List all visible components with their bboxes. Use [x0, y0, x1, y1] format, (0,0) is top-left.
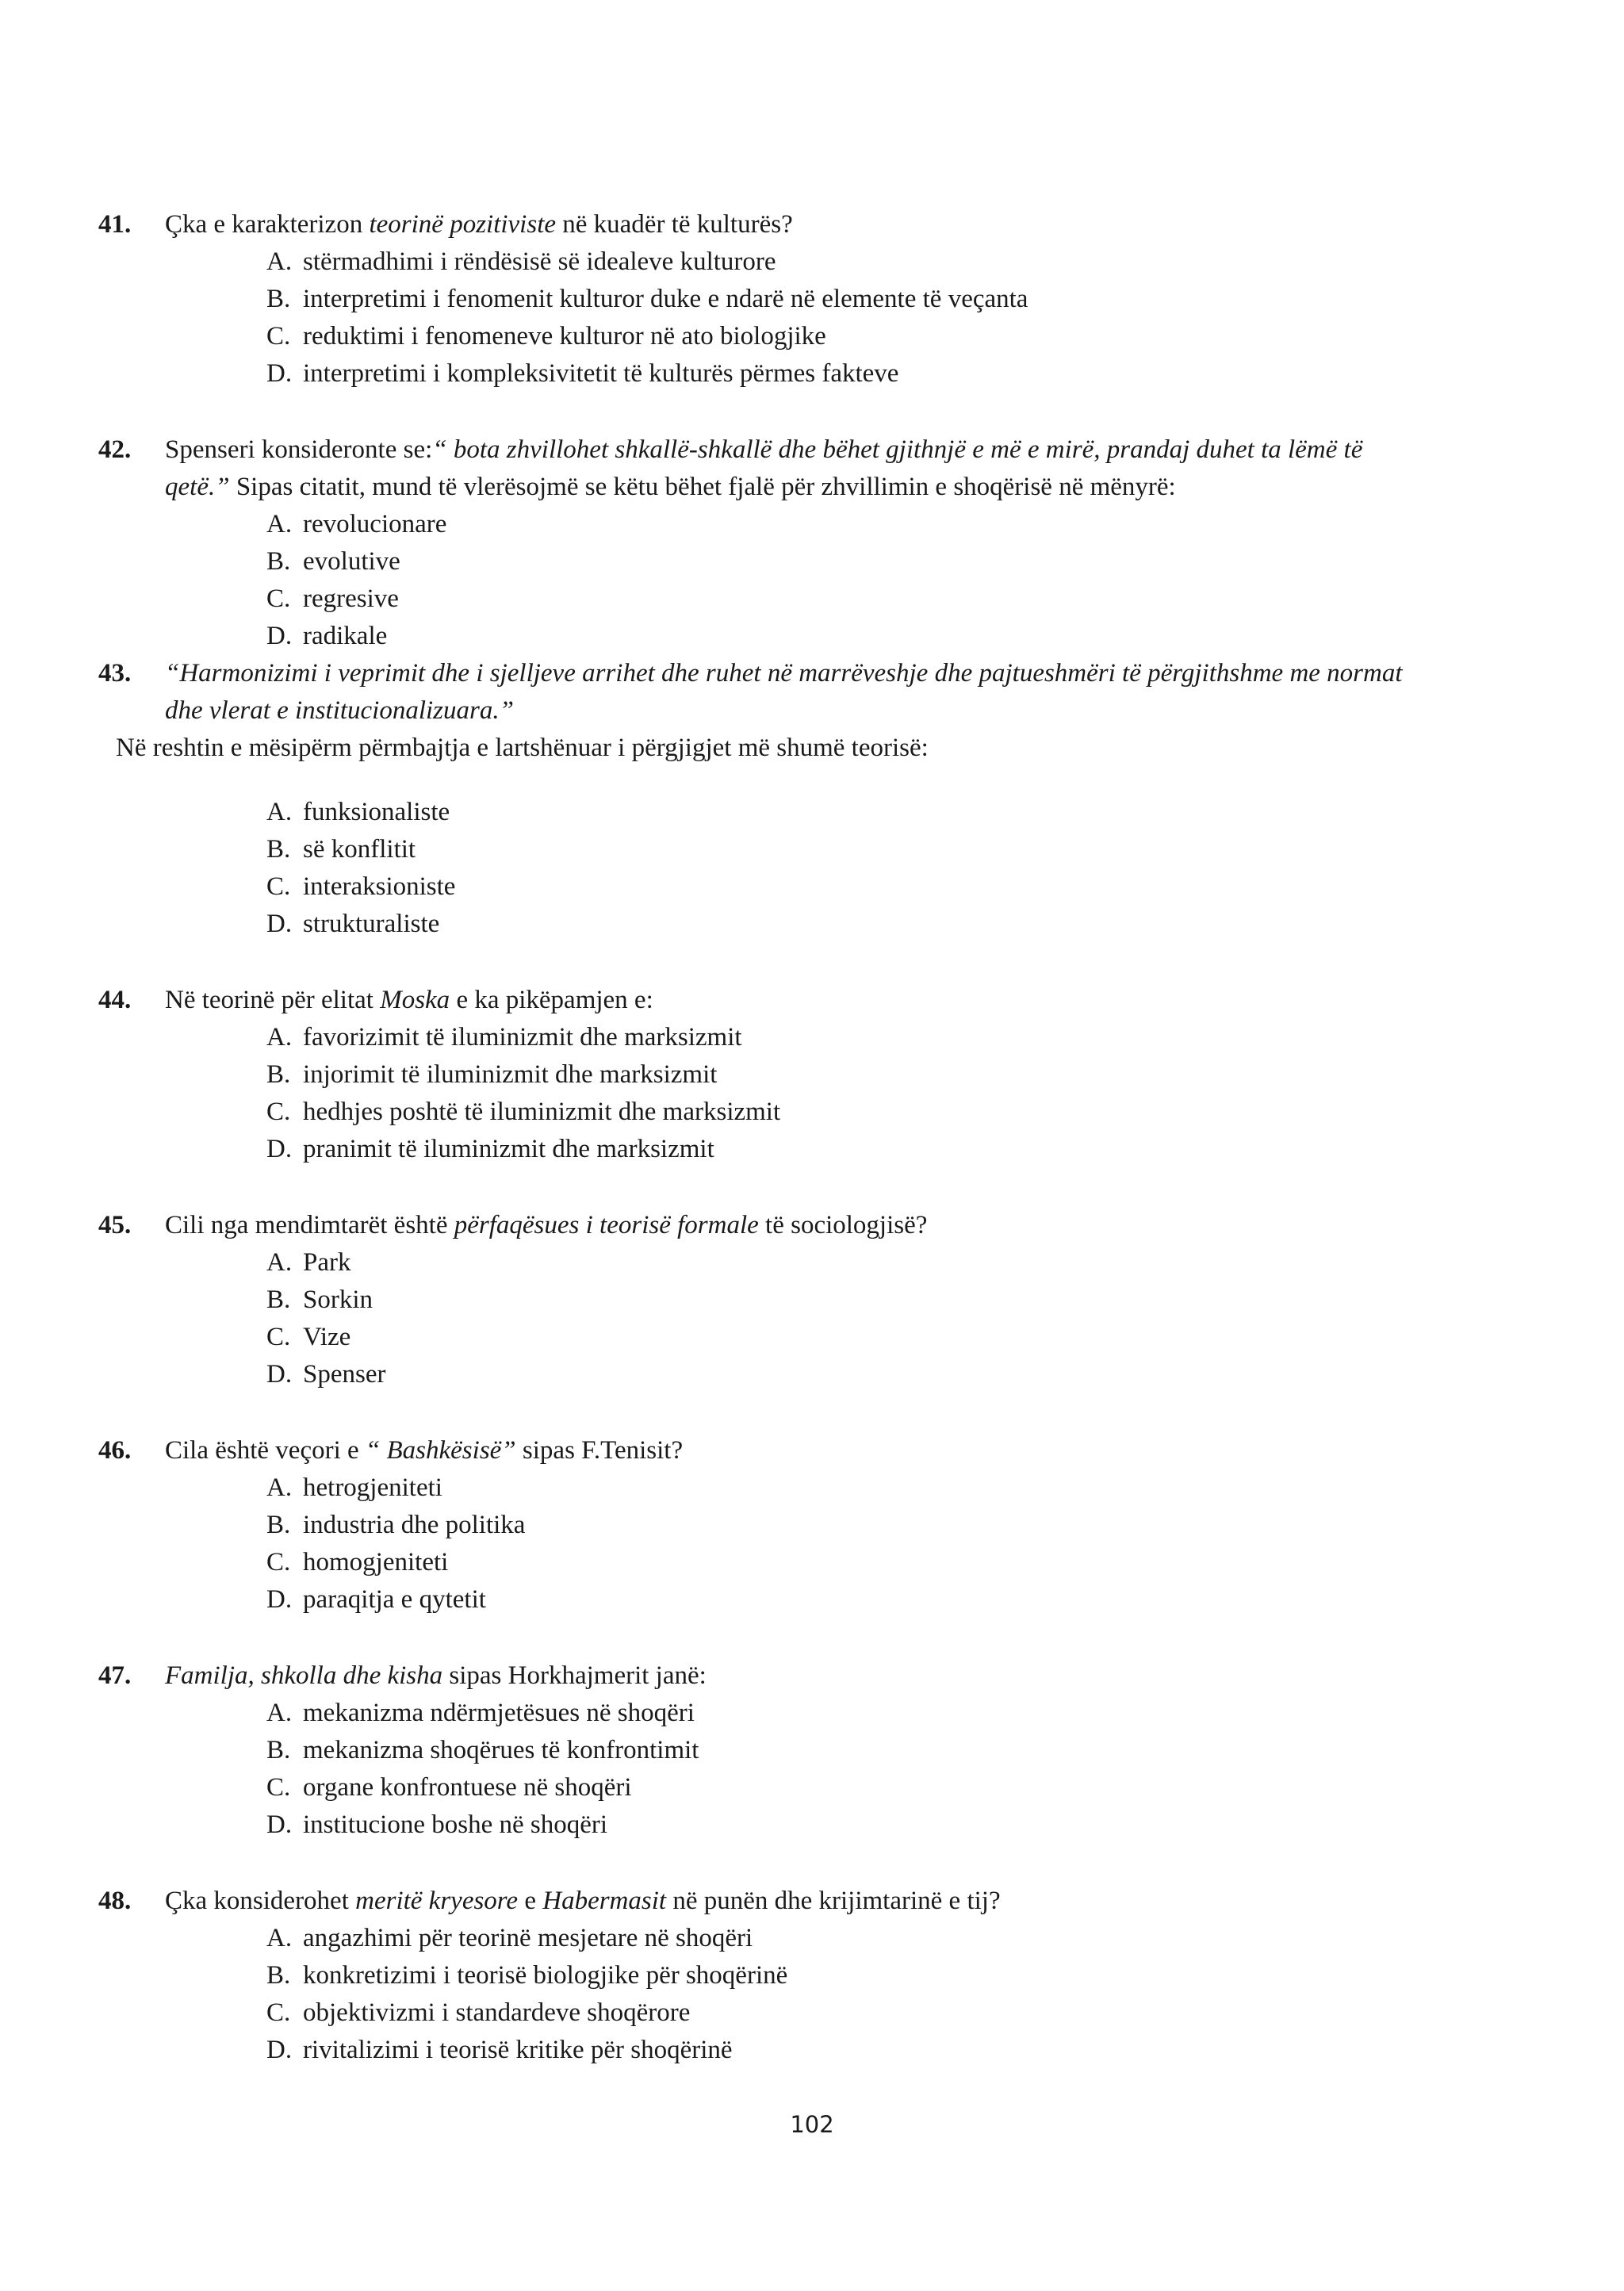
- option-a: A. angazhimi për teorinë mesjetare në shoqëri: [266, 1924, 753, 1952]
- option-d: D. institucione boshe në shoqëri: [266, 1810, 608, 1839]
- option-a: A. Park: [266, 1248, 351, 1277]
- question-number: 48.: [98, 1887, 132, 1915]
- question-stem: Çka e karakterizon teorinë pozitiviste në kuadër të kulturës?: [165, 210, 793, 239]
- option-d: D. strukturaliste: [266, 910, 440, 938]
- option-d: D. Spenser: [266, 1360, 386, 1389]
- question-number: 46.: [98, 1436, 132, 1465]
- option-c: C. interaksioniste: [266, 872, 456, 901]
- option-b: B. industria dhe politika: [266, 1511, 526, 1539]
- option-c: C. Vize: [266, 1323, 351, 1351]
- question-number: 44.: [98, 986, 132, 1014]
- option-a: A. revolucionare: [266, 510, 447, 538]
- question-stem-line-1: Spenseri konsideronte se:“ bota zhvillohet shkallë-shkallë dhe bëhet gjithnjë e më e mirë, prandaj duhet ta lëmë të: [165, 435, 1363, 464]
- option-a: A. funksionaliste: [266, 798, 450, 826]
- question-stem: Çka konsiderohet meritë kryesore e Habermasit në punën dhe krijimtarinë e tij?: [165, 1887, 1001, 1915]
- quote-line-2: dhe vlerat e institucionalizuara.”: [165, 696, 514, 725]
- option-d: D. radikale: [266, 622, 388, 650]
- option-b: B. interpretimi i fenomenit kulturor duke e ndarë në elemente të veçanta: [266, 285, 1028, 313]
- option-b: B. Sorkin: [266, 1285, 373, 1314]
- option-a: A. hetrogjeniteti: [266, 1473, 442, 1502]
- question-stem: Familja, shkolla dhe kisha sipas Horkhajmerit janë:: [165, 1661, 707, 1690]
- option-c: C. hedhjes poshtë të iluminizmit dhe marksizmit: [266, 1098, 781, 1126]
- option-b: B. injorimit të iluminizmit dhe marksizmit: [266, 1060, 718, 1089]
- option-b: B. së konflitit: [266, 835, 416, 864]
- option-d: D. pranimit të iluminizmit dhe marksizmit: [266, 1135, 714, 1163]
- option-a: A. stërmadhimi i rëndësisë së idealeve kulturore: [266, 247, 776, 276]
- option-d: D. rivitalizimi i teorisë kritike për shoqërinë: [266, 2036, 733, 2064]
- page-number: 102: [790, 2111, 834, 2138]
- question-stem: Cila është veçori e “ Bashkësisë” sipas F.Tenisit?: [165, 1436, 684, 1465]
- question-number: 43.: [98, 659, 132, 688]
- option-c: C. reduktimi i fenomeneve kulturor në ato biologjike: [266, 322, 826, 351]
- quote-line-1: “Harmonizimi i veprimit dhe i sjelljeve arrihet dhe ruhet në marrëveshje dhe pajtueshmëri të përgjithshme me normat: [165, 659, 1403, 688]
- option-d: D. paraqitja e qytetit: [266, 1585, 486, 1614]
- question-stem-line-2: qetë.” Sipas citatit, mund të vlerësojmë se këtu bëhet fjalë për zhvillimin e shoqërisë në mënyrë:: [165, 473, 1176, 501]
- question-follow-up: Në reshtin e mësipërm përmbajtja e lartshënuar i përgjigjet më shumë teorisë:: [116, 734, 929, 762]
- question-number: 45.: [98, 1211, 132, 1239]
- question-stem: Në teorinë për elitat Moska e ka pikëpamjen e:: [165, 986, 653, 1014]
- option-c: C. objektivizmi i standardeve shoqërore: [266, 1998, 691, 2027]
- option-b: B. konkretizimi i teorisë biologjike për shoqërinë: [266, 1961, 788, 1990]
- option-a: A. favorizimit të iluminizmit dhe marksizmit: [266, 1023, 742, 1052]
- question-number: 47.: [98, 1661, 132, 1690]
- option-d: D. interpretimi i kompleksivitetit të kulturës përmes fakteve: [266, 359, 899, 388]
- option-c: C. regresive: [266, 584, 399, 613]
- option-c: C. organe konfrontuese në shoqëri: [266, 1773, 632, 1802]
- question-number: 41.: [98, 210, 132, 239]
- option-b: B. evolutive: [266, 547, 400, 576]
- question-stem: Cili nga mendimtarët është përfaqësues i teorisë formale të sociologjisë?: [165, 1211, 928, 1239]
- option-c: C. homogjeniteti: [266, 1548, 449, 1576]
- option-b: B. mekanizma shoqërues të konfrontimit: [266, 1736, 699, 1764]
- option-a: A. mekanizma ndërmjetësues në shoqëri: [266, 1699, 695, 1727]
- question-number: 42.: [98, 435, 132, 464]
